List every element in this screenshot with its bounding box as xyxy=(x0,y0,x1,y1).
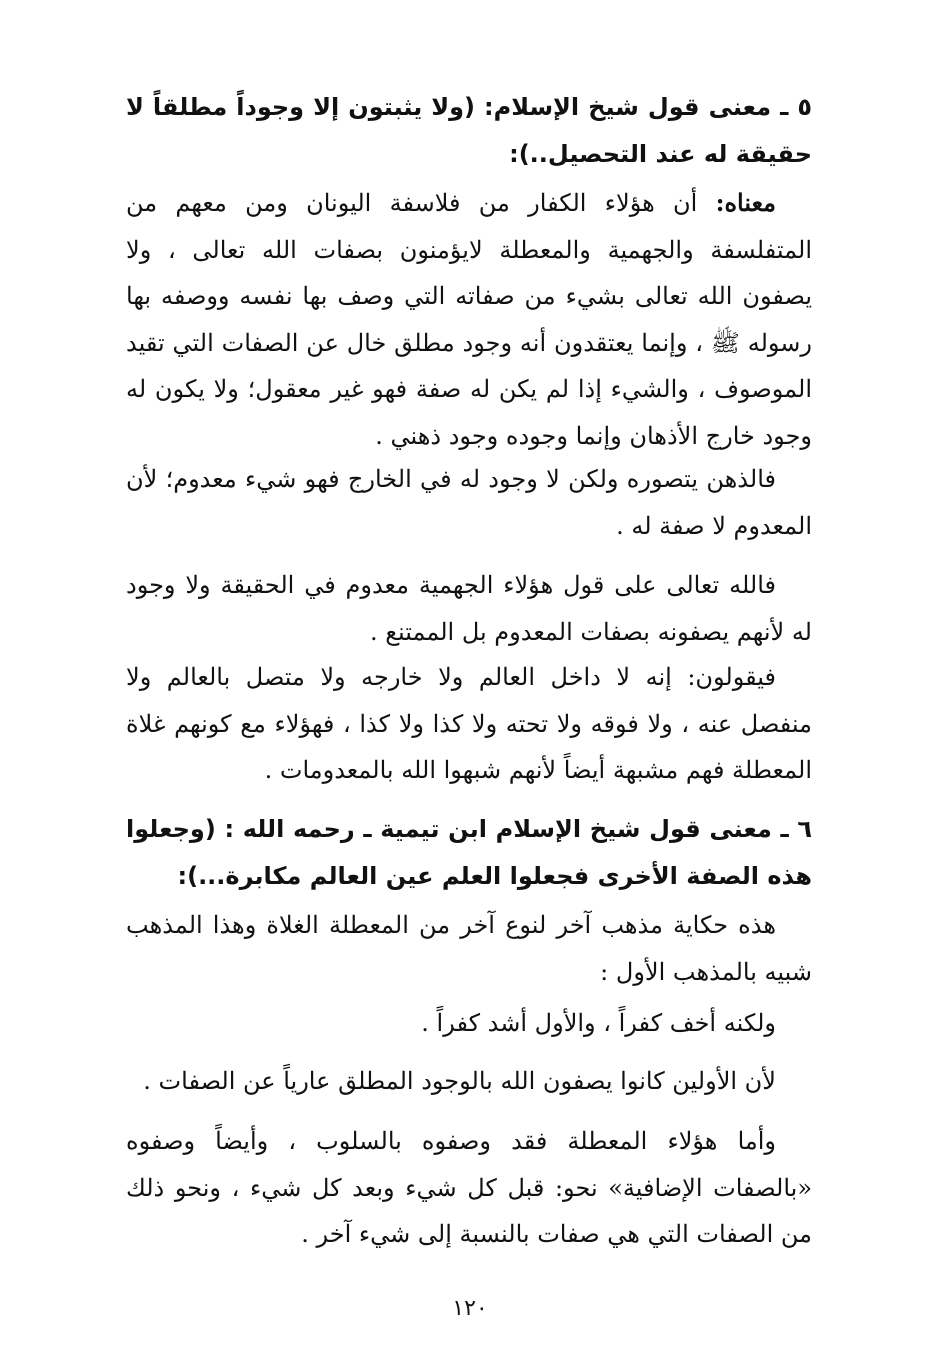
section-heading-5: ٥ ـ معنى قول شيخ الإسلام: (ولا يثبتون إلا وجوداً مطلقاً لا حقيقة له عند التحصيل..): xyxy=(126,93,812,168)
paragraph-text: أن هؤلاء الكفار من فلاسفة اليونان ومن معهم من المتفلسفة والجهمية والمعطلة لايؤمنون بصفات الله تعالى ، ولا يصفون الله تعالى بشيء من صفاته التي وصف بها نفسه ووصفه بها رسوله ﷺ ، وإنما يعتقدون أنه وجود مطلق خال عن الصفات التي تقيد الموصوف ، والشيء إذا لم يكن له صفة فهو غير معقول؛ ولا يكون له وجود خارج الأذهان وإنما وجوده وجود ذهني . xyxy=(126,189,812,450)
page-number: ١٢٠ xyxy=(452,1296,488,1321)
paragraph-6: ولكنه أخف كفراً ، والأول أشد كفراً . xyxy=(421,1009,776,1037)
paragraph-3: فالله تعالى على قول هؤلاء الجهمية معدوم في الحقيقة ولا وجود له لأنهم يصفونه بصفات المعدوم بل الممتنع . xyxy=(126,571,812,646)
section-heading-6: ٦ ـ معنى قول شيخ الإسلام ابن تيمية ـ رحمه الله : (وجعلوا هذه الصفة الأخرى فجعلوا العلم عين العالم مكابرة...): xyxy=(126,815,812,890)
paragraph-2: فالذهن يتصوره ولكن لا وجود له في الخارج فهو شيء معدوم؛ لأن المعدوم لا صفة له . xyxy=(126,465,812,540)
paragraph-7: لأن الأولين كانوا يصفون الله بالوجود المطلق عارياً عن الصفات . xyxy=(143,1067,776,1095)
paragraph-5: هذه حكاية مذهب آخر لنوع آخر من المعطلة الغلاة وهذا المذهب شبيه بالمذهب الأول : xyxy=(126,911,812,986)
paragraph-meaning xyxy=(126,180,812,459)
paragraph-lead-word: معناه: xyxy=(715,188,776,217)
paragraph-8: وأما هؤلاء المعطلة فقد وصفوه بالسلوب ، وأيضاً وصفوه «بالصفات الإضافية» نحو: قبل كل شيء وبعد كل شيء ، ونحو ذلك من الصفات التي هي صفات بالنسبة إلى شيء آخر . xyxy=(126,1127,812,1248)
paragraph-4: فيقولون: إنه لا داخل العالم ولا خارجه ولا متصل بالعالم ولا منفصل عنه ، ولا فوقه ولا تحته ولا كذا ولا كذا ، فهؤلاء مع كونهم غلاة المعطلة فهم مشبهة أيضاً لأنهم شبهوا الله بالمعدومات . xyxy=(126,663,812,784)
